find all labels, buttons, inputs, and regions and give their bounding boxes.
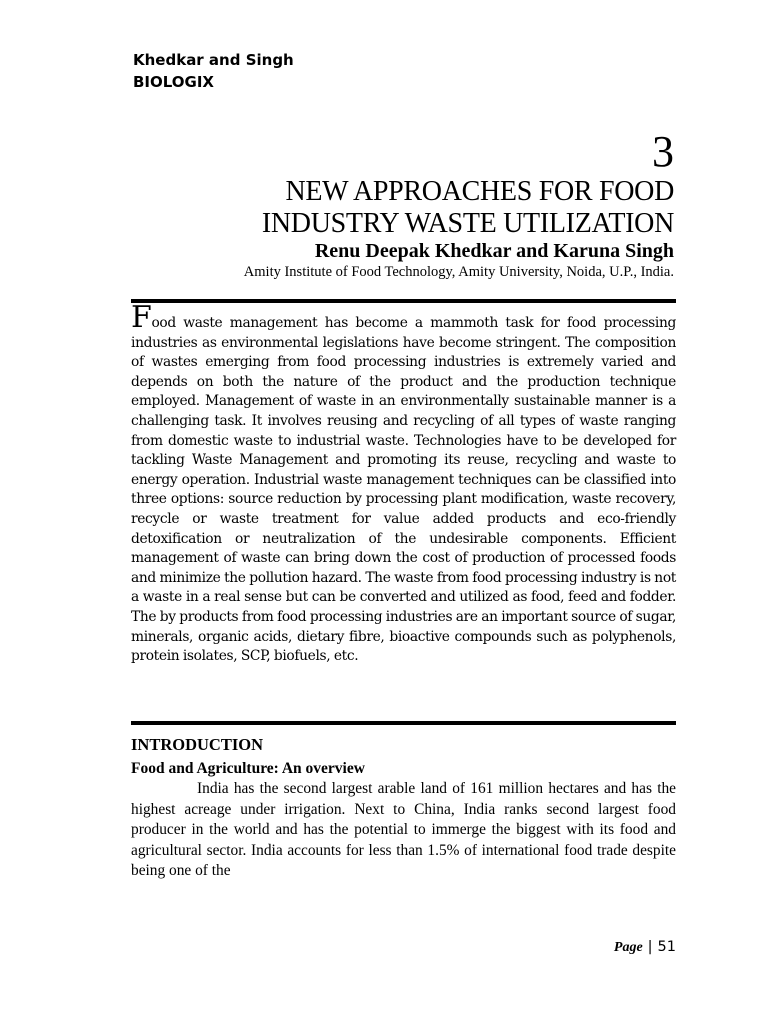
chapter-title-line-1: NEW APPROACHES FOR FOOD: [285, 176, 674, 207]
page-label: Page: [613, 940, 643, 955]
chapter-number: 3: [652, 127, 674, 176]
chapter-title-line-2: INDUSTRY WASTE UTILIZATION: [261, 208, 674, 239]
abstract-text: ood waste management has become a mammoth task for food processing industries as environmental legislations have become stringent. The composition of wastes emerging from food processing industries is extremely varied and depends on both the nature of the product and the production technique employed. Management of waste in an environmentally sustainable manner is a challenging task. It involves reusing and recycling of all types of waste ranging from domestic waste to industrial waste. Technologies have to be developed for tackling Waste Management and promoting its reuse, recycling and waste to energy operation. Industrial waste management techniques can be classified into three options: source reduction by processing plant modification, waste recovery, recycle or waste treatment for value added products and eco-friendly detoxification or neutralization of the undesirable components. Efficient management of waste can bring down the cost of production of processed foods and minimize the pollution hazard. The waste from food processing industry is not a waste in a real sense but can be converted and utilized as food, feed and fodder. The by products from food processing industries are an important source of sugar, minerals, organic acids, dietary fibre, bioactive compounds such as polyphenols, protein isolates, SCP, biofuels, etc.: [131, 315, 676, 665]
page-separator: |: [647, 939, 653, 955]
abstract-dropcap: F: [131, 300, 152, 335]
chapter-authors: Renu Deepak Khedkar and Karuna Singh: [314, 240, 674, 262]
running-header: [133, 49, 294, 93]
subsection-heading: Food and Agriculture: An overview: [131, 760, 365, 777]
author-affiliation: Amity Institute of Food Technology, Amity University, Noida, U.P., India.: [243, 264, 674, 280]
abstract-top-rule: [131, 299, 676, 303]
running-header-book: BIOLOGIX: [133, 73, 214, 91]
abstract-bottom-rule: [131, 721, 676, 725]
abstract-paragraph: [131, 300, 676, 667]
section-heading-introduction: INTRODUCTION: [131, 735, 264, 754]
page-footer: [614, 936, 676, 959]
running-header-authors: Khedkar and Singh: [133, 51, 294, 69]
introduction-paragraph: India has the second largest arable land of 161 million hectares and has the highest acreage under irrigation. Next to China, India ranks second largest food producer in the world and has the potential to immerge the biggest with its food and agricultural sector. India accounts for less than 1.5% of international food trade despite being one of the: [131, 780, 676, 879]
page-number: 51: [657, 939, 676, 955]
chapter-title: [180, 176, 674, 240]
